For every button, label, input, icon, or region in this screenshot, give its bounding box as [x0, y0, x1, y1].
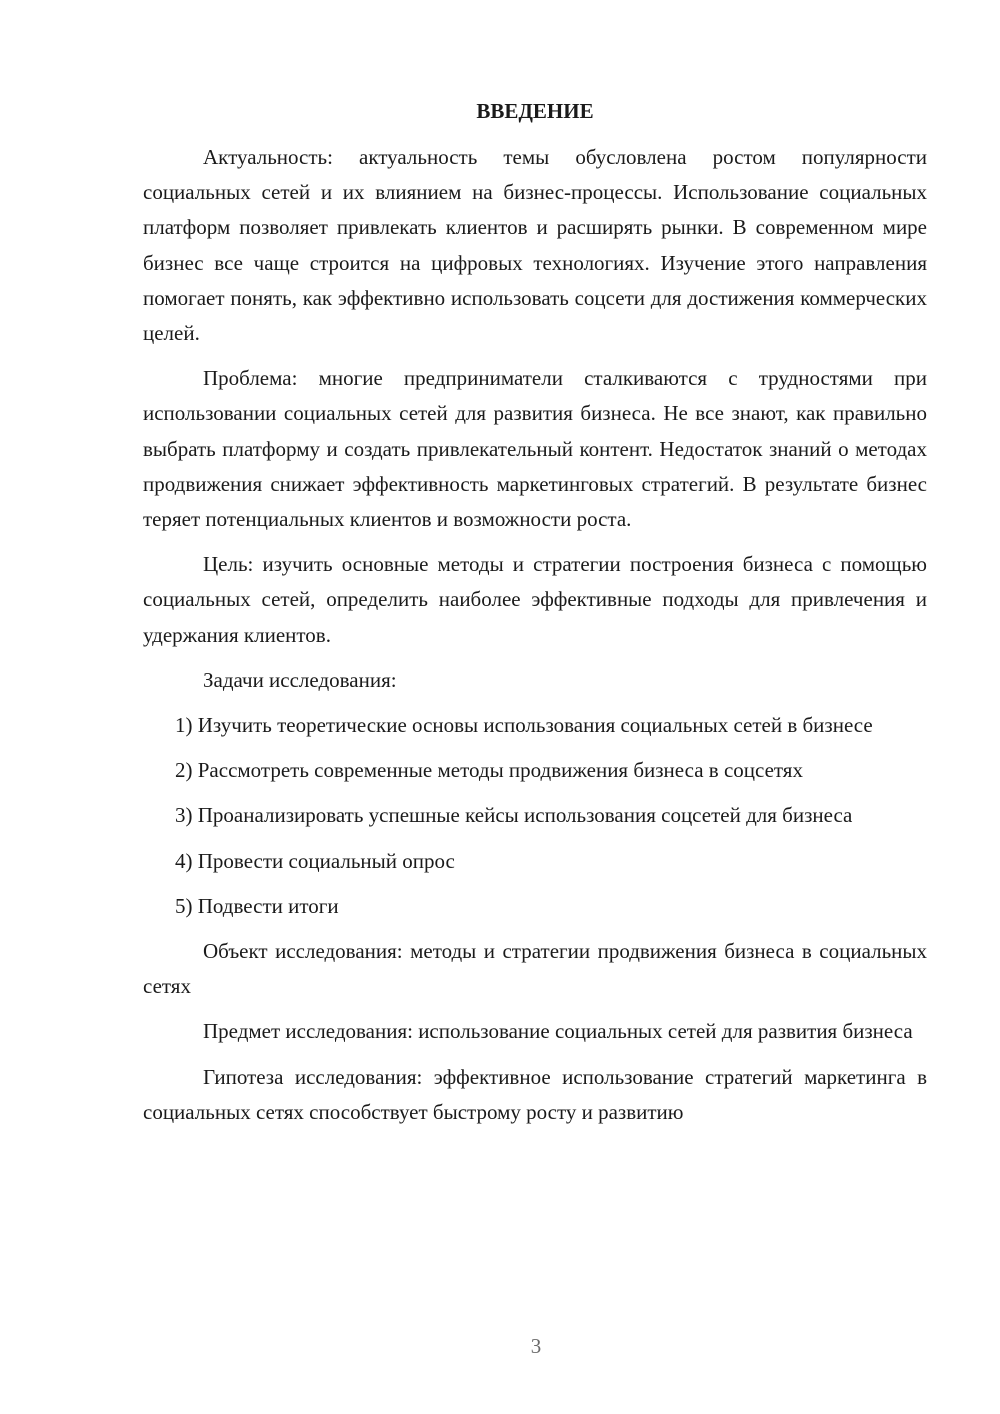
page-number: 3: [530, 1334, 542, 1358]
paragraph-tasks-heading: Задачи исследования:: [203, 667, 397, 692]
task-item: 1) Изучить теоретические основы использования социальных сетей в бизнесе: [175, 713, 873, 738]
task-item: 5) Подвести итоги: [175, 893, 339, 918]
paragraph-goal: Цель: изучить основные методы и стратегии построения бизнеса с помощью социальных сетей, определить наиболее эффективные подходы для привлечения и удержания клиентов.: [143, 552, 927, 647]
paragraph-hypothesis: Гипотеза исследования: эффективное использование стратегий маркетинга в социальных сетях способствует быстрому росту и развитию: [143, 1064, 927, 1124]
paragraph-relevance: Актуальность: актуальность темы обусловлена ростом популярности социальных сетей и их влиянием на бизнес-процессы. Использование социальных платформ позволяет привлекать клиентов и расширять рынки. В современном мире бизнес все чаще строится на цифровых технологиях. Изучение этого направления помогает понять, как эффективно использовать соцсети для достижения коммерческих целей.: [143, 145, 927, 346]
task-item: 2) Рассмотреть современные методы продвижения бизнеса в соцсетях: [175, 758, 803, 783]
task-item: 4) Провести социальный опрос: [175, 848, 455, 873]
paragraph-object: Объект исследования: методы и стратегии продвижения бизнеса в социальных сетях: [143, 939, 927, 999]
paragraph-subject: Предмет исследования: использование социальных сетей для развития бизнеса: [203, 1019, 913, 1044]
section-title: ВВЕДЕНИЕ: [476, 99, 594, 123]
page-content: [143, 94, 927, 1140]
task-item: 3) Проанализировать успешные кейсы использования соцсетей для бизнеса: [175, 803, 853, 828]
paragraph-problem: Проблема: многие предприниматели сталкиваются с трудностями при использовании социальных сетей для развития бизнеса. Не все знают, как правильно выбрать платформу и создать привлекательный контент. Недостаток знаний о методах продвижения снижает эффективность маркетинговых стратегий. В результате бизнес теряет потенциальных клиентов и возможности роста.: [143, 366, 927, 532]
